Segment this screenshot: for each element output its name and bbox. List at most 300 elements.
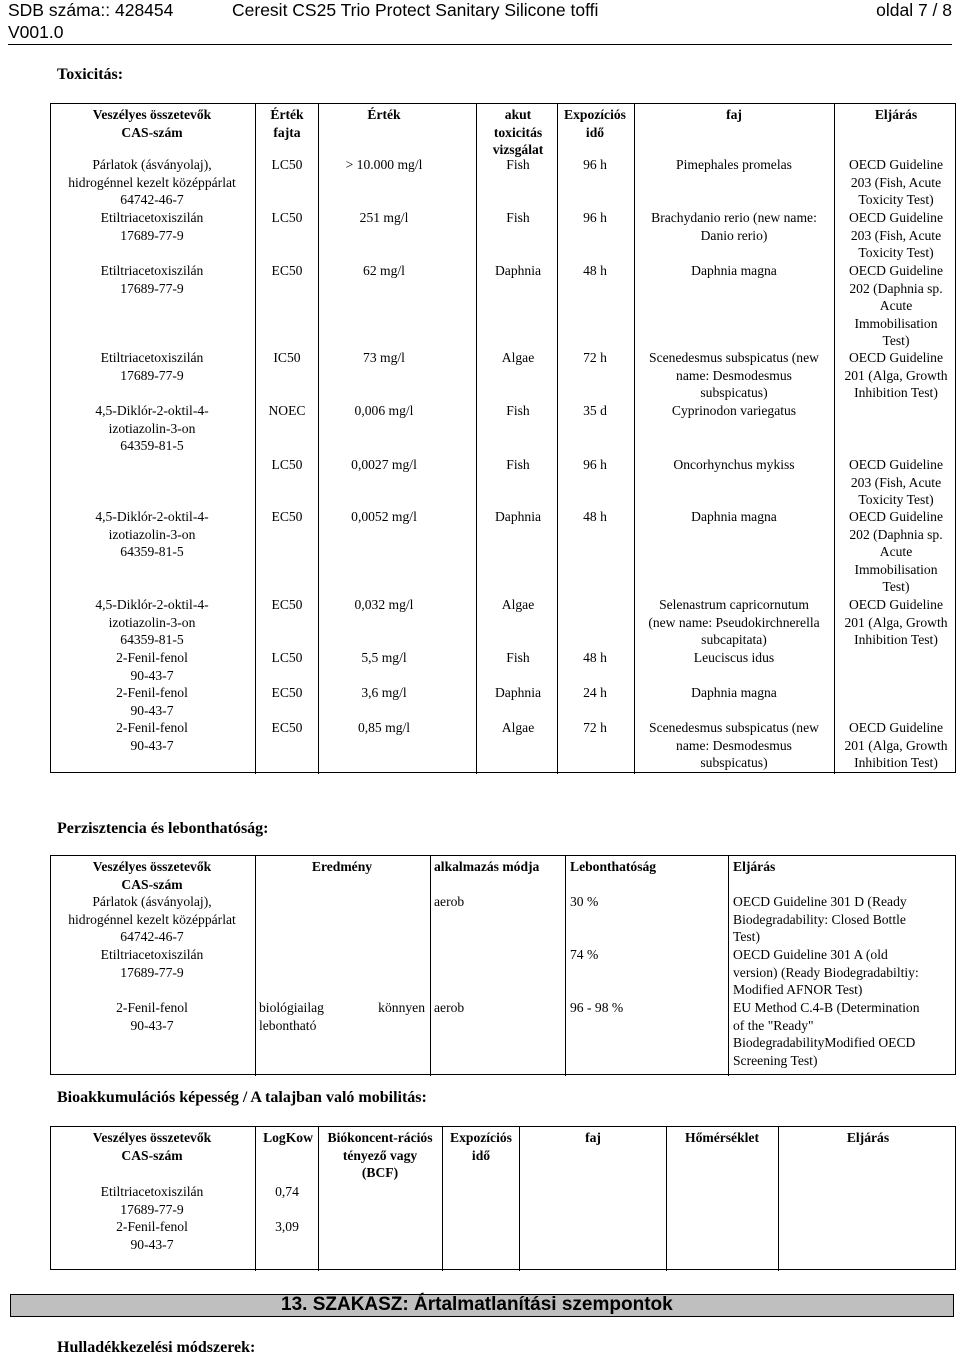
persistence-title: Perzisztencia és lebonthatóság: [57,820,269,837]
row-component-line: hidrogénnel kezelt középpárlat [68,911,236,927]
row-acute [479,262,557,280]
row-species-line: name: Desmodesmus [676,367,792,383]
row-component-line: Párlatok (ásványolaj), [92,894,212,909]
header-temperature [668,1129,776,1147]
header-species-line: faj [585,1130,601,1145]
header-component-line: Veszélyes összetevők [92,107,212,122]
header-application [434,858,564,876]
row-acute [479,508,557,526]
row-value [309,596,459,614]
row-application [434,893,564,911]
row-acute [479,402,557,420]
row-species-line: Daphnia magna [691,685,777,700]
header-method-line: Eljárás [733,859,776,874]
row-application-line: aerob [434,1000,465,1015]
row-component-line: 2-Fenil-fenol [116,685,188,700]
row-logkow [258,1183,316,1201]
header-exposure [445,1129,517,1164]
row-component [51,508,253,561]
column-divider [778,1127,779,1271]
row-species [634,209,834,244]
row-method [733,946,955,999]
row-method-line: OECD Guideline [848,720,943,735]
row-method [733,999,955,1069]
row-value-line: 0,0027 mg/l [351,457,417,472]
header-species-line: faj [726,107,742,122]
header-value-type-line: fajta [273,124,301,140]
header-application-line: alkalmazás módja [434,859,540,874]
row-method-line: 203 (Fish, Acute [850,174,942,190]
row-method-line: Toxicity Test) [858,492,934,507]
row-component-line: Etiltriacetoxiszilán [100,210,204,225]
row-exposure-line: 72 h [583,350,607,365]
row-value [309,209,459,227]
row-value-type-line: EC50 [271,597,303,612]
row-method [837,456,955,509]
row-acute-line: Daphnia [494,685,542,700]
row-component-line: 4,5-Diklór-2-oktil-4- [95,403,209,418]
row-method-line: Test) [733,929,760,944]
row-value [309,508,459,526]
header-exposure-line: Expozíciós [450,1130,512,1145]
row-component-line: 90-43-7 [130,667,174,683]
row-exposure [559,349,631,367]
row-value-type [259,508,315,526]
row-acute [479,209,557,227]
row-value-type-line: EC50 [271,685,303,700]
row-degradability [570,893,720,911]
row-value-line: 0,032 mg/l [354,597,414,612]
row-method [837,262,955,350]
row-acute-line: Daphnia [494,263,542,278]
row-exposure-line: 48 h [583,263,607,278]
row-degradability [570,999,720,1017]
row-acute-line: Algae [501,720,535,735]
row-acute-line: Fish [506,650,530,665]
row-species-line: Pimephales promelas [676,157,792,172]
row-acute-line: Fish [506,157,530,172]
row-method-line: Acute [879,544,913,559]
bioaccumulation-title: Bioakkumulációs képesség / A talajban való mobilitás: [57,1089,427,1106]
row-species [634,456,834,474]
row-value [309,156,459,174]
row-method-line: 202 (Daphnia sp. [849,526,943,542]
row-value-line: 0,0052 mg/l [351,509,417,524]
product-name: Ceresit CS25 Trio Protect Sanitary Silicone toffi [232,0,599,20]
row-value [309,349,459,367]
row-component-line: 64359-81-5 [120,544,184,559]
header-logkow [259,1129,317,1147]
row-exposure [559,402,631,420]
row-component-line: 64359-81-5 [120,632,184,647]
header-component-line: Veszélyes összetevők [92,1130,212,1145]
toxicity-title: Toxicitás: [57,66,124,83]
header-exposure-line: Expozíciós [564,107,626,122]
header-species [521,1129,665,1147]
row-exposure [559,456,631,474]
column-divider [318,104,319,774]
row-component [51,402,253,455]
row-component-line: 4,5-Diklór-2-oktil-4- [95,509,209,524]
row-method-line: Test) [882,579,910,594]
row-component-line: 90-43-7 [130,702,174,718]
row-component [51,596,253,649]
toxicity-table [50,103,956,773]
row-exposure [559,156,631,174]
row-component [51,999,253,1034]
row-value-type [259,456,315,474]
row-exposure [559,209,631,227]
row-acute-line: Algae [501,350,535,365]
row-component-line: 64742-46-7 [120,192,184,207]
row-component-line: 2-Fenil-fenol [116,720,188,735]
header-acute [479,106,557,159]
row-method-line: Modified AFNOR Test) [733,982,863,997]
row-value [309,684,459,702]
row-species-line: name: Desmodesmus [676,737,792,753]
result-word: lebontható [259,1017,317,1033]
row-component-line: 64359-81-5 [120,438,184,453]
row-value-type-line: NOEC [268,403,306,418]
bioaccumulation-table [50,1126,956,1270]
row-exposure-line: 48 h [583,650,607,665]
column-divider [430,856,431,1076]
header-bcf-line: (BCF) [361,1165,399,1180]
row-component-line: 64742-46-7 [120,929,184,944]
page-number: oldal 7 / 8 [876,0,952,20]
row-component-line: 90-43-7 [130,737,174,753]
row-acute-line: Fish [506,403,530,418]
row-component-line: 17689-77-9 [120,964,184,980]
row-value-type [259,209,315,227]
row-value-type [259,262,315,280]
row-method-line: OECD Guideline [848,509,943,524]
row-exposure-line: 24 h [583,685,607,700]
row-component-line: 2-Fenil-fenol [116,650,188,665]
row-degradability-line: 96 - 98 % [570,1000,624,1015]
row-method-line: Inhibition Test) [854,385,938,400]
row-method-line: Screening Test) [733,1052,818,1068]
row-value-type-line: EC50 [271,720,303,735]
header-method [733,858,953,876]
row-method-line: version) (Ready Biodegradabiltiy: [733,964,919,980]
header-method [781,1129,955,1147]
row-value-line: 5,5 mg/l [361,650,407,665]
row-acute [479,349,557,367]
column-divider [728,856,729,1076]
result-word: biológiailag [259,1000,324,1015]
row-component [51,1218,253,1253]
header-value-type-line: Érték [270,107,304,122]
row-component-line: izotiazolin-3-on [108,420,196,436]
header-component-line: CAS-szám [121,876,183,892]
row-acute-line: Algae [501,597,535,612]
column-divider [255,104,256,774]
row-method-line: Inhibition Test) [854,632,938,647]
row-method-line: 203 (Fish, Acute [850,474,942,490]
row-component-line: Etiltriacetoxiszilán [100,350,204,365]
row-species-line: Leuciscus idus [693,650,775,665]
row-logkow [258,1218,316,1236]
row-degradability-line: 30 % [570,894,599,909]
row-method-line: 201 (Alga, Growth [844,614,948,630]
row-species-line: Brachydanio rerio (new name: [651,210,817,225]
row-species-line: Danio rerio) [700,227,768,243]
row-species-line: Cyprinodon variegatus [671,403,797,418]
header-degradability [570,858,720,876]
row-component-line: 90-43-7 [130,1017,174,1033]
row-method-line: OECD Guideline [848,597,943,612]
header-bcf-line: Biókoncent-rációs [327,1130,433,1145]
persistence-table [50,855,956,1075]
row-value-line: 251 mg/l [359,210,409,225]
row-species-line: subspicatus) [700,755,768,770]
row-exposure [559,508,631,526]
row-component [51,156,253,209]
row-method [837,719,955,772]
row-component-line: izotiazolin-3-on [108,614,196,630]
row-value-line: 0,006 mg/l [354,403,414,418]
row-exposure [559,649,631,667]
waste-methods-title: Hulladékkezelési módszerek: [57,1339,256,1356]
row-value [309,649,459,667]
row-method-line: OECD Guideline [848,210,943,225]
header-value [309,106,459,124]
row-exposure [559,719,631,737]
row-acute [479,596,557,614]
row-method-line: Toxicity Test) [858,245,934,260]
row-method [837,209,955,262]
row-component-line: 17689-77-9 [120,227,184,243]
row-value-type-line: EC50 [271,509,303,524]
column-divider [442,1127,443,1271]
row-species [634,262,834,280]
result-word: könnyen [378,1000,425,1015]
row-exposure-line: 96 h [583,457,607,472]
header-acute-line: vizsgálat [492,142,544,157]
row-degradability-line: 74 % [570,947,599,962]
row-component-line: 90-43-7 [130,1236,174,1252]
row-species [634,684,834,702]
section-13-banner [10,1294,954,1317]
row-component [51,719,253,754]
row-component [51,684,253,719]
header-component-line: Veszélyes összetevők [92,859,212,874]
row-value-type-line: EC50 [271,263,303,278]
row-value-line: 73 mg/l [363,350,405,365]
page-header [8,0,952,45]
row-component-line: 17689-77-9 [120,1201,184,1217]
row-exposure-line: 96 h [583,210,607,225]
row-species-line: subcapitata) [701,632,767,647]
row-exposure-line: 72 h [583,720,607,735]
row-exposure [559,684,631,702]
row-acute-line: Fish [506,210,530,225]
header-exposure-line: idő [585,124,605,140]
header-component-line: CAS-szám [121,124,183,140]
row-species [634,508,834,526]
header-exposure [559,106,631,141]
row-acute [479,719,557,737]
row-value-type-line: IC50 [273,350,301,365]
row-method-line: 201 (Alga, Growth [844,367,948,383]
row-value-line: > 10.000 mg/l [345,157,423,172]
row-logkow-line: 0,74 [275,1184,299,1199]
header-value-line: Érték [367,107,401,122]
row-method-line: of the "Ready" [733,1017,814,1033]
row-exposure [559,262,631,280]
row-method-line: Biodegradability: Closed Bottle [733,911,906,927]
row-method-line: OECD Guideline [848,350,943,365]
row-value [309,402,459,420]
row-species [634,349,834,402]
row-value-type [259,684,315,702]
row-result [259,999,425,1034]
sds-number: SDB száma:: 428454 [8,0,174,20]
row-logkow-line: 3,09 [275,1219,299,1234]
row-value [309,262,459,280]
row-value-line: 3,6 mg/l [361,685,407,700]
row-method [837,508,955,596]
row-application [434,999,564,1017]
row-value-type [259,349,315,367]
version: V001.0 [8,22,64,42]
header-method-line: Eljárás [874,107,918,122]
row-method-line: Immobilisation [854,561,938,577]
row-method [837,349,955,402]
row-component-line: Etiltriacetoxiszilán [100,263,204,278]
header-logkow-line: LogKow [263,1130,313,1145]
row-species [634,719,834,772]
row-application-line: aerob [434,894,465,909]
row-component [51,946,253,981]
header-temperature-line: Hőmérséklet [685,1130,759,1145]
row-method [837,596,955,649]
row-component-line: hidrogénnel kezelt középpárlat [68,174,236,190]
row-component [51,649,253,684]
row-acute [479,684,557,702]
header-value-type [259,106,315,141]
header-bcf-line: tényező vagy [342,1147,418,1163]
row-component-line: 17689-77-9 [120,280,184,296]
header-component [51,106,253,141]
row-method-line: Test) [882,333,910,348]
row-method-line: 202 (Daphnia sp. [849,280,943,296]
row-method-line: OECD Guideline [848,157,943,172]
row-species [634,596,834,649]
row-component-line: Etiltriacetoxiszilán [100,1184,204,1199]
row-component [51,349,253,384]
row-component-line: 4,5-Diklór-2-oktil-4- [95,597,209,612]
row-acute-line: Daphnia [494,509,542,524]
column-divider [565,856,566,1076]
row-value-line: 62 mg/l [363,263,405,278]
row-method-line: EU Method C.4-B (Determination [733,1000,920,1015]
row-component-line: izotiazolin-3-on [108,526,196,542]
row-species-line: Scenedesmus subspicatus (new [649,720,819,735]
row-method-line: OECD Guideline 301 D (Ready [733,894,907,909]
row-component-line: Párlatok (ásványolaj), [92,157,212,172]
header-bcf [319,1129,441,1182]
header-result-line: Eredmény [311,859,373,874]
row-method-line: 201 (Alga, Growth [844,737,948,753]
row-component [51,262,253,297]
row-method-line: OECD Guideline 301 A (old [733,947,888,962]
column-divider [255,1127,256,1271]
column-divider [634,104,635,774]
row-method-line: Immobilisation [854,315,938,331]
row-value-type [259,402,315,420]
row-species-line: Daphnia magna [691,509,777,524]
row-species-line: subspicatus) [700,385,768,400]
row-value-type-line: LC50 [271,210,303,225]
row-degradability [570,946,720,964]
row-method [733,893,955,946]
row-species-line: (new name: Pseudokirchnerella [648,614,820,630]
row-acute [479,156,557,174]
row-exposure-line: 35 d [583,403,607,418]
column-divider [557,104,558,774]
row-species-line: Selenastrum capricornutum [659,597,809,612]
row-value [309,456,459,474]
header-method-line: Eljárás [846,1130,890,1145]
row-value-type [259,649,315,667]
row-method-line: BiodegradabilityModified OECD [733,1035,916,1050]
row-component-line: 2-Fenil-fenol [116,1000,188,1015]
row-method-line: Toxicity Test) [858,192,934,207]
row-component-line: 17689-77-9 [120,367,184,383]
header-result [259,858,425,876]
row-value-line: 0,85 mg/l [357,720,411,735]
row-acute [479,649,557,667]
row-species-line: Oncorhynchus mykiss [673,457,795,472]
row-value [309,719,459,737]
row-component [51,893,253,946]
header-component [51,858,253,893]
row-component [51,209,253,244]
row-value-type [259,719,315,737]
row-species [634,402,834,420]
column-divider [476,104,477,774]
row-acute [479,456,557,474]
header-exposure-line: idő [471,1147,491,1163]
column-divider [834,104,835,774]
section-13-title: 13. SZAKASZ: Ártalmatlanítási szempontok [281,1294,673,1315]
header-component [51,1129,253,1164]
row-species-line: Daphnia magna [691,263,777,278]
column-divider [255,856,256,1076]
row-method-line: 203 (Fish, Acute [850,227,942,243]
row-value-type [259,156,315,174]
row-method-line: Inhibition Test) [854,755,938,770]
row-value-type-line: LC50 [271,457,303,472]
header-component-line: CAS-szám [121,1147,183,1163]
row-component-line: 2-Fenil-fenol [116,1219,188,1234]
row-method-line: OECD Guideline [848,457,943,472]
header-degradability-line: Lebonthatóság [570,859,657,874]
row-component-line: Etiltriacetoxiszilán [100,947,204,962]
row-species [634,649,834,667]
header-acute-line: akut [504,107,532,122]
row-exposure-line: 48 h [583,509,607,524]
header-method [837,106,955,124]
row-exposure-line: 96 h [583,157,607,172]
row-method-line: OECD Guideline [848,263,943,278]
row-method [837,156,955,209]
row-value-type [259,596,315,614]
row-value-type-line: LC50 [271,650,303,665]
row-acute-line: Fish [506,457,530,472]
